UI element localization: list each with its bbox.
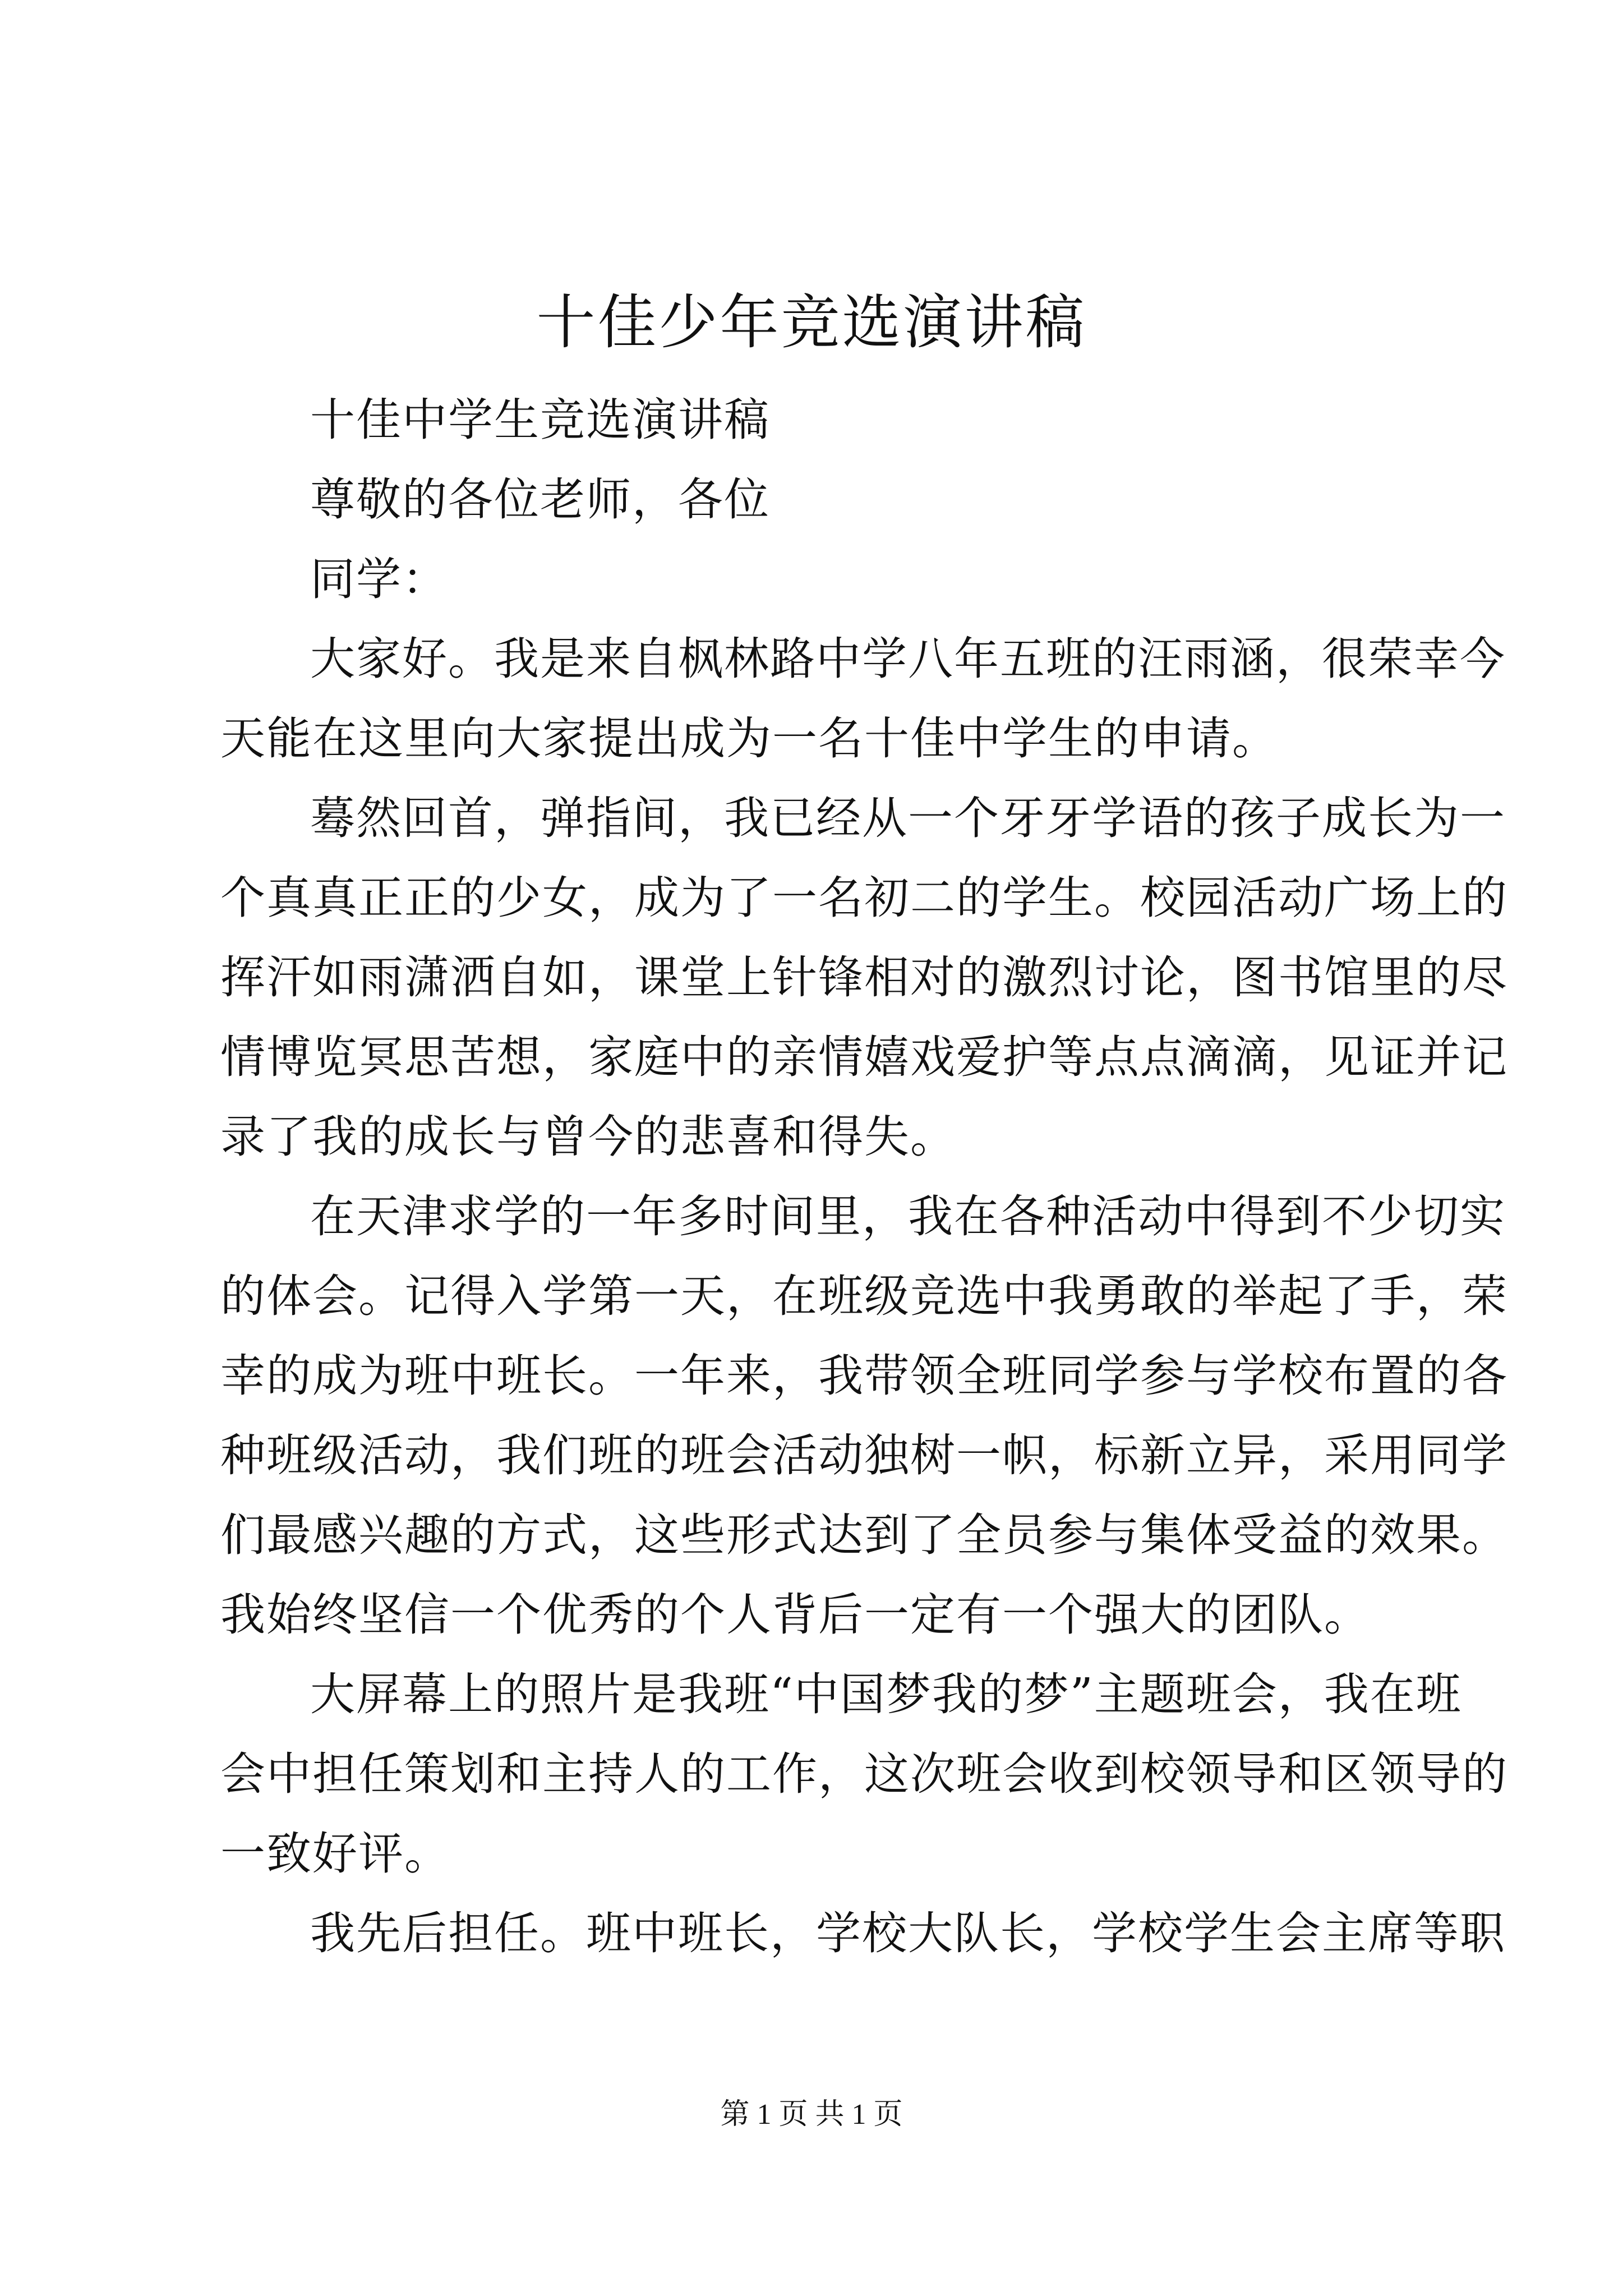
text-line: 情博览冥思苦想，家庭中的亲情嬉戏爱护等点点滴滴，见证并记: [220, 1031, 1508, 1083]
text-line: 大家好。我是来自枫林路中学八年五班的汪雨涵，很荣幸今: [310, 633, 1506, 685]
text-line: 的体会。记得入学第一天，在班级竞选中我勇敢的举起了手，荣: [220, 1270, 1508, 1322]
text-line: 十佳中学生竞选演讲稿: [310, 394, 770, 446]
text-line: 在天津求学的一年多时间里，我在各种活动中得到不少切实: [310, 1190, 1506, 1243]
text-line: 个真真正正的少女，成为了一名初二的学生。校园活动广场上的: [220, 872, 1508, 924]
text-line: 幸的成为班中班长。一年来，我带领全班同学参与学校布置的各: [220, 1350, 1508, 1402]
text-line: 会中担任策划和主持人的工作，这次班会收到校领导和区领导的: [220, 1748, 1508, 1800]
text-line: 一致好评。: [220, 1828, 450, 1880]
text-line: 同学：: [310, 553, 448, 605]
document-body: [220, 380, 1508, 1973]
document-title: 十佳少年竞选演讲稿: [536, 288, 1087, 357]
text-line: 我先后担任。班中班长，学校大队长，学校学生会主席等职: [310, 1907, 1506, 1959]
text-line: 挥汗如雨潇洒自如，课堂上针锋相对的激烈讨论，图书馆里的尽: [220, 951, 1508, 1004]
text-line: 录了我的成长与曾今的悲喜和得失。: [220, 1111, 956, 1163]
text-line: 我始终坚信一个优秀的个人背后一定有一个强大的团队。: [220, 1589, 1370, 1641]
page-footer: 第 1 页 共 1 页: [720, 2099, 903, 2131]
text-line: 蓦然回首，弹指间，我已经从一个牙牙学语的孩子成长为一: [310, 792, 1506, 844]
text-line: 们最感兴趣的方式，这些形式达到了全员参与集体受益的效果。: [220, 1509, 1508, 1561]
text-line: 种班级活动，我们班的班会活动独树一帜，标新立异，采用同学: [220, 1429, 1508, 1481]
text-line: 尊敬的各位老师，各位: [310, 473, 770, 526]
text-line: 天能在这里向大家提出成为一名十佳中学生的申请。: [220, 712, 1278, 765]
text-line: 大屏幕上的照片是我班“中国梦我的梦”主题班会，我在班: [310, 1668, 1462, 1720]
